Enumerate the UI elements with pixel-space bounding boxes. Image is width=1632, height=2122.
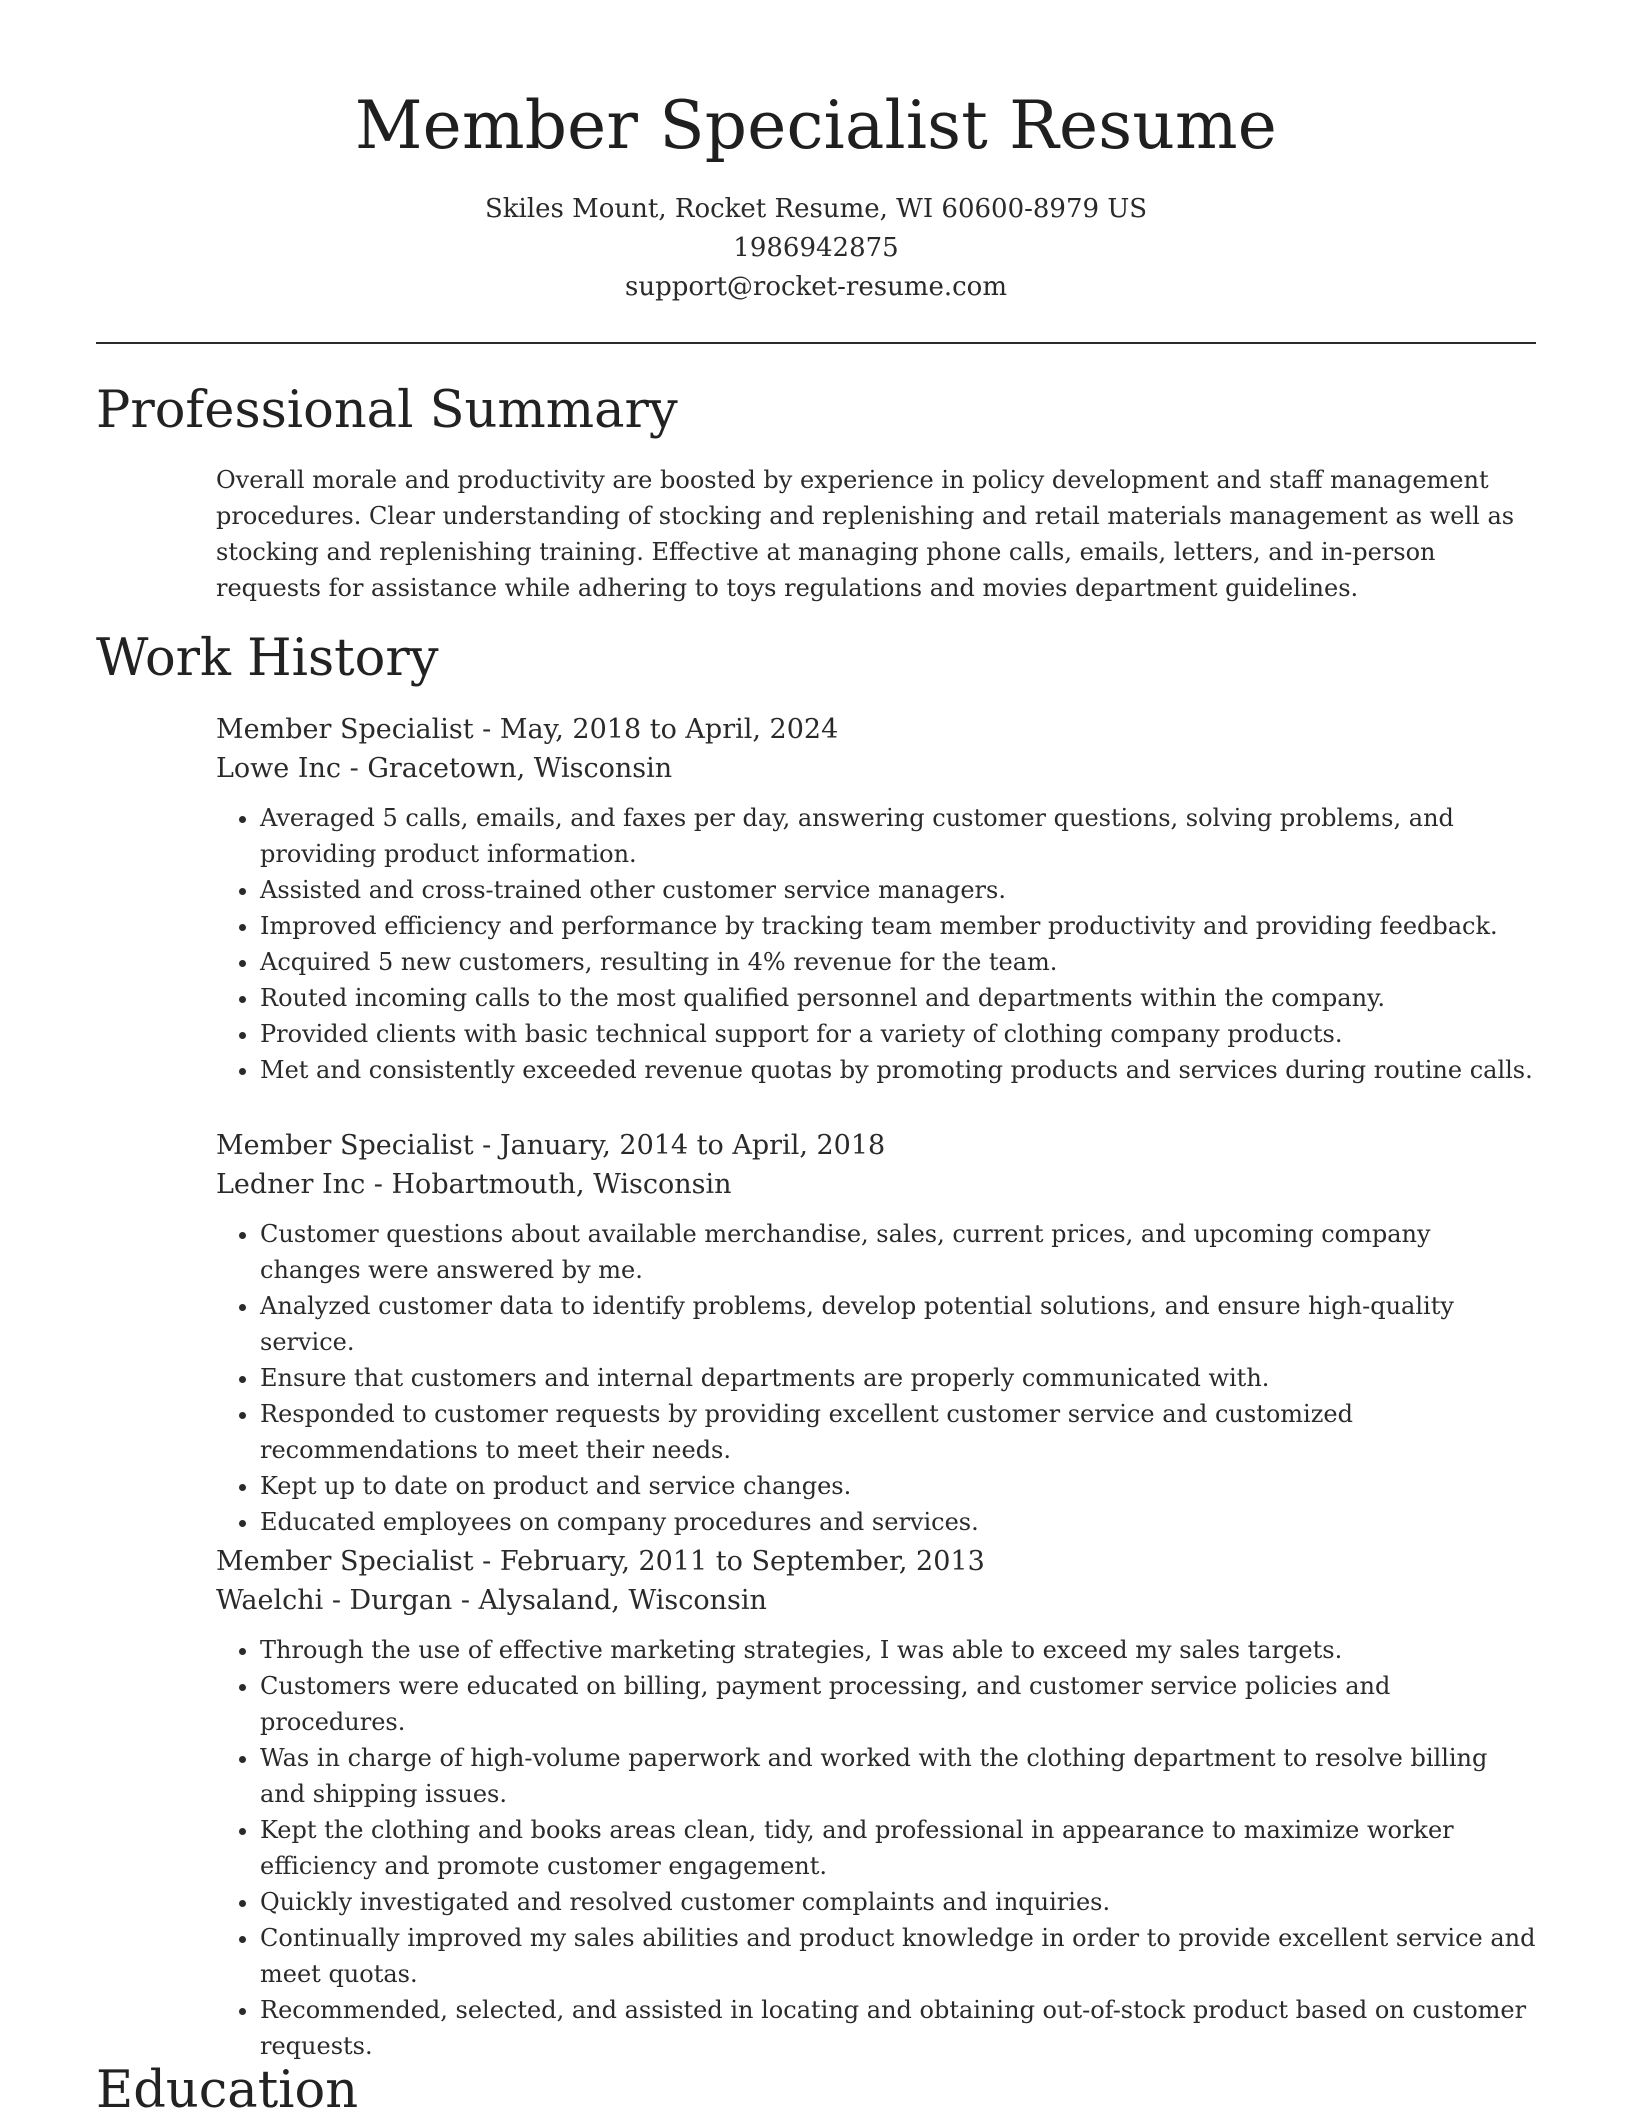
job-bullet: • Educated employees on company procedures and services.	[260, 1504, 1536, 1540]
work-history-heading: Work History	[96, 629, 439, 688]
job-bullet: • Through the use of effective marketing strategies, I was able to exceed my sales targets.	[260, 1632, 1536, 1668]
resume-header	[0, 78, 1632, 307]
job-bullet: • Acquired 5 new customers, resulting in 4% revenue for the team.	[260, 944, 1536, 980]
job-bullet: • Customer questions about available merchandise, sales, current prices, and upcoming company changes were answered by me.	[260, 1216, 1536, 1288]
job-entry	[216, 710, 1536, 1088]
job-bullet: • Ensure that customers and internal departments are properly communicated with.	[260, 1360, 1536, 1396]
job-entry	[216, 1542, 1536, 2064]
job-bullet: • Improved efficiency and performance by tracking team member productivity and providing feedback.	[260, 908, 1536, 944]
header-divider	[96, 342, 1536, 344]
contact-email: support@rocket-resume.com	[624, 272, 1007, 302]
job-bullet: • Assisted and cross-trained other customer service managers.	[260, 872, 1536, 908]
job-company-location: Lowe Inc - Gracetown, Wisconsin	[216, 753, 673, 784]
resume-title: Member Specialist Resume	[354, 87, 1278, 164]
education-heading: Education	[96, 2061, 359, 2120]
summary-heading: Professional Summary	[96, 381, 678, 440]
job-title-dates: Member Specialist - February, 2011 to September, 2013	[216, 1546, 985, 1577]
job-bullet: • Responded to customer requests by providing excellent customer service and customized recommendations to meet their needs.	[260, 1396, 1536, 1468]
job-company-location: Waelchi - Durgan - Alysaland, Wisconsin	[216, 1585, 767, 1616]
job-bullet: • Recommended, selected, and assisted in locating and obtaining out-of-stock product based on customer requests.	[260, 1992, 1536, 2064]
job-bullet: • Met and consistently exceeded revenue quotas by promoting products and services during routine calls.	[260, 1052, 1536, 1088]
job-bullets	[216, 800, 1536, 1088]
job-bullets	[216, 1216, 1536, 1540]
job-title-dates: Member Specialist - January, 2014 to April, 2018	[216, 1130, 886, 1161]
job-title-dates: Member Specialist - May, 2018 to April, 2024	[216, 714, 839, 745]
contact-phone: 1986942875	[733, 233, 899, 263]
job-bullet: • Provided clients with basic technical support for a variety of clothing company products.	[260, 1016, 1536, 1052]
contact-address: Skiles Mount, Rocket Resume, WI 60600-8979 US	[484, 194, 1148, 224]
job-bullet: • Quickly investigated and resolved customer complaints and inquiries.	[260, 1884, 1536, 1920]
job-bullet: • Routed incoming calls to the most qualified personnel and departments within the company.	[260, 980, 1536, 1016]
job-bullets	[216, 1632, 1536, 2064]
job-bullet: • Averaged 5 calls, emails, and faxes per day, answering customer questions, solving problems, and providing product information.	[260, 800, 1536, 872]
job-bullet: • Customers were educated on billing, payment processing, and customer service policies and procedures.	[260, 1668, 1536, 1740]
summary-text: Overall morale and productivity are boosted by experience in policy development and staff management procedures. Clear understanding of stocking and replenishing and retail materials management as well as stocking and replenishing training. Effective at managing phone calls, emails, letters, and in-person requests for assistance while adhering to toys regulations and movies department guidelines.	[216, 466, 1515, 602]
contact-block	[0, 190, 1632, 307]
job-bullet: • Analyzed customer data to identify problems, develop potential solutions, and ensure high-quality service.	[260, 1288, 1536, 1360]
job-bullet: • Continually improved my sales abilities and product knowledge in order to provide excellent service and meet quotas.	[260, 1920, 1536, 1992]
job-company-location: Ledner Inc - Hobartmouth, Wisconsin	[216, 1169, 732, 1200]
job-bullet: • Was in charge of high-volume paperwork and worked with the clothing department to resolve billing and shipping issues.	[260, 1740, 1536, 1812]
job-entry	[216, 1126, 1536, 1540]
job-bullet: • Kept the clothing and books areas clean, tidy, and professional in appearance to maximize worker efficiency and promote customer engagement.	[260, 1812, 1536, 1884]
job-bullet: • Kept up to date on product and service changes.	[260, 1468, 1536, 1504]
